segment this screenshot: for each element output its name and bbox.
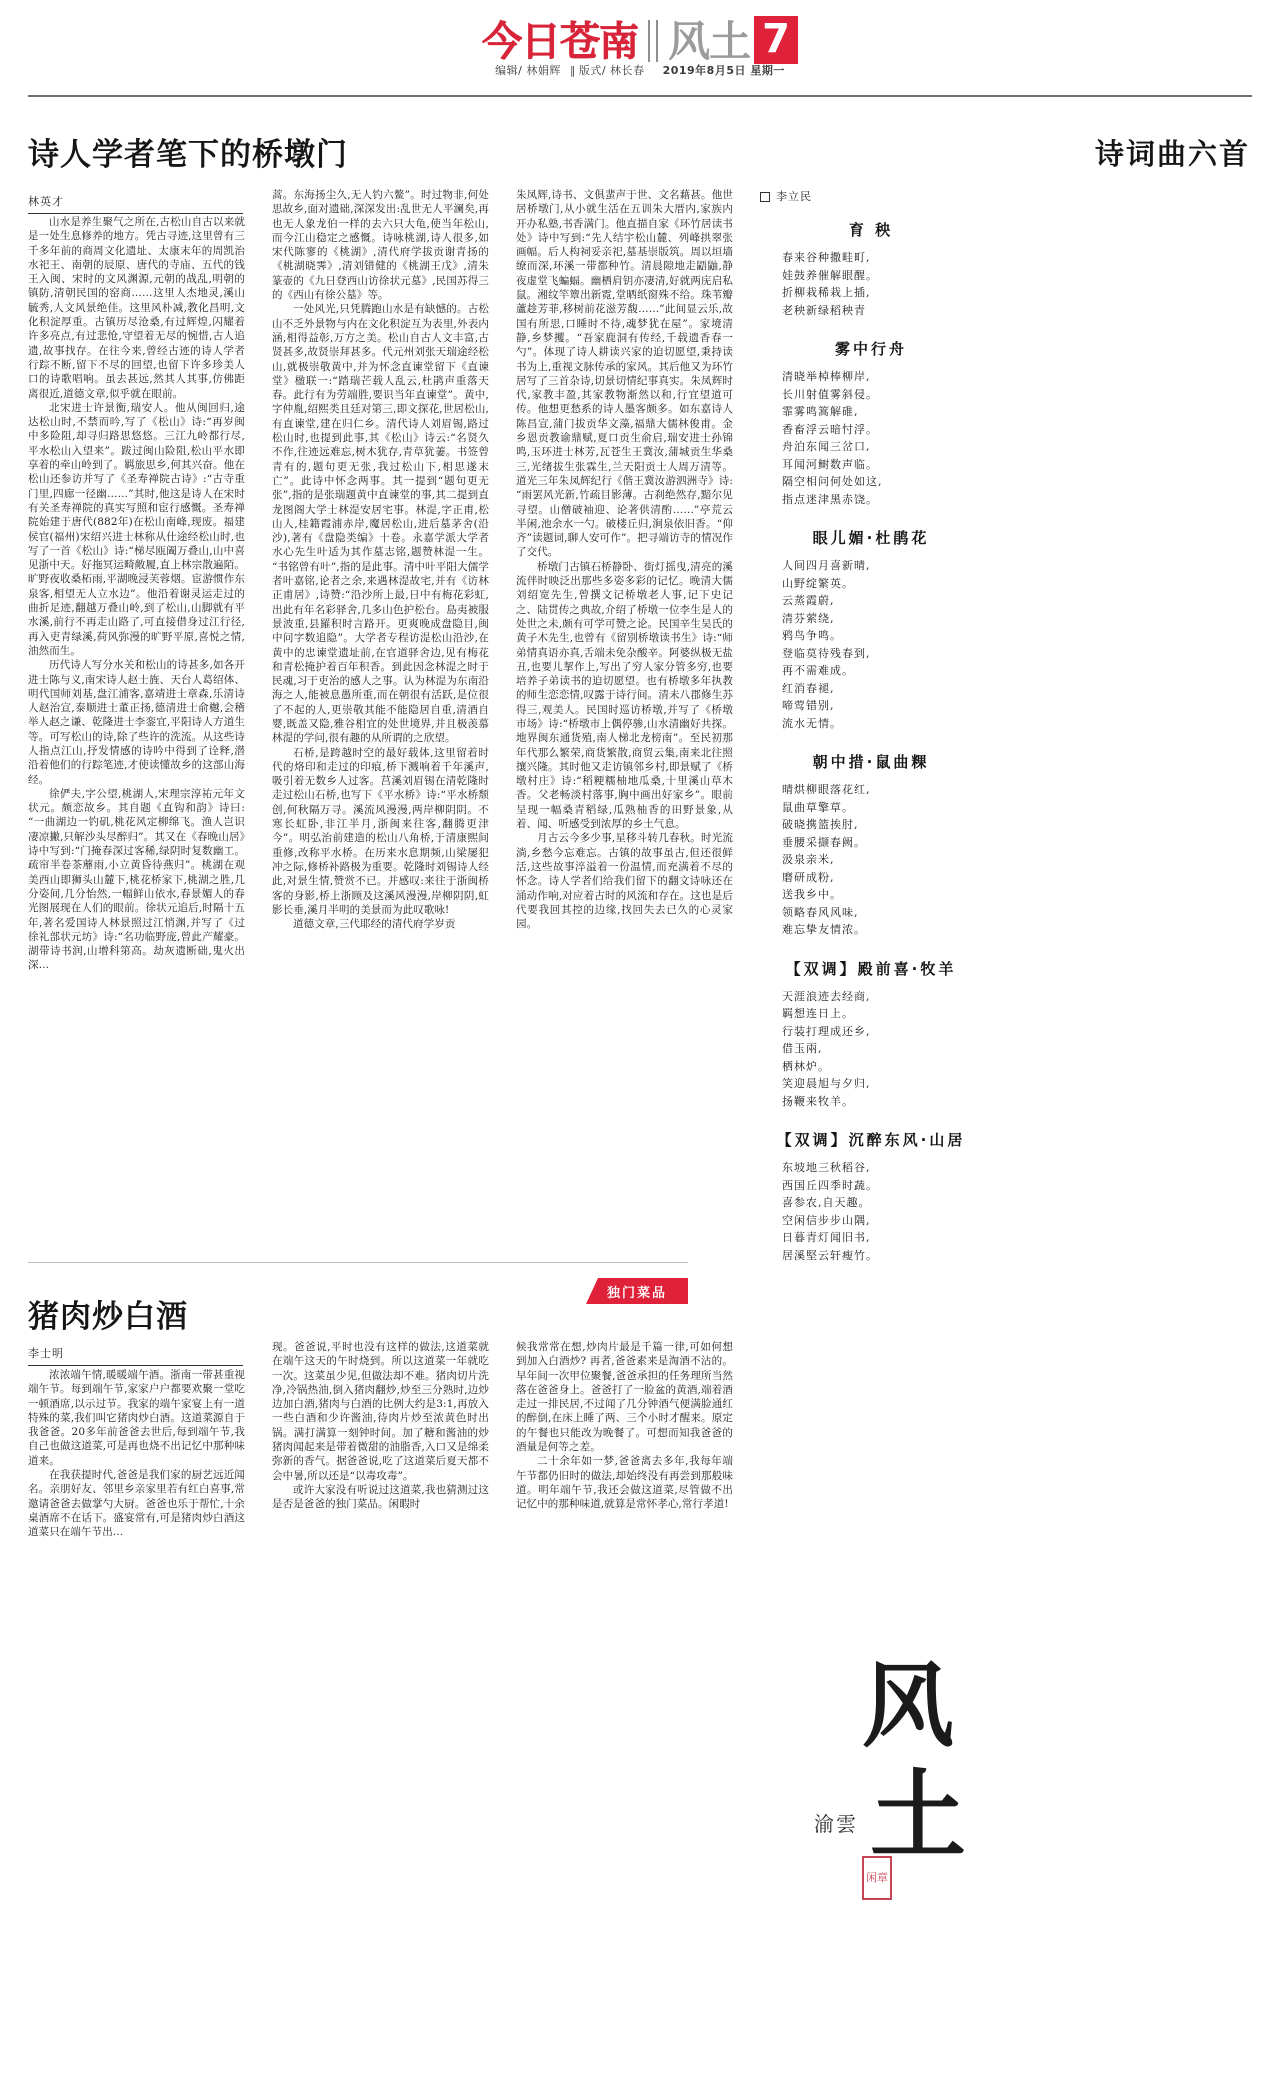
poem-title: 【双调】沉醉东风·山居 xyxy=(776,1131,966,1149)
poem-body xyxy=(760,557,982,732)
poem-line: 流水无情。 xyxy=(782,716,842,730)
poem-title: 眼儿媚·杜鹃花 xyxy=(812,529,930,547)
masthead-byline xyxy=(0,62,1280,78)
poems-author xyxy=(760,188,982,204)
poem-title: 【双调】殿前喜·牧羊 xyxy=(785,959,957,978)
poem-line: 长川射值雾斜侵。 xyxy=(782,387,878,401)
poem-line: 再不需难成。 xyxy=(782,664,854,677)
paragraph: 一处风光,只凭腾跑山水是有缺憾的。古松山不乏外景物与内在文化积淀互为表里,外表内涵,相得益彰,万方之美。松山自古人文丰富,古贤甚多,故贤崇拜甚多。代元州刘张天瑞途经松山,就极崇敬黄中,并为怀念直谏堂留下《直谏堂》楹联一:“踏瑞芒载人乱云,杜鹃声重落天春。此行有为劳端胜,要识当年直谏堂”。黄中,字仲胤,绍熙类且廷对第三,即文探花,世居松山,有直谏堂,建在归仁乡。清代诗人刘眉锡,路过松山时,也提到此事,其《松山》诗云:“名贤久不作,往迹远难忘,树木犹存,青草犹萋。书签曾青有的,题句更无张,我过松山下,相思遂末亡”。此诗中怀念两事。其一提到“题句更无张”,指的是张瑞题黄中直谏堂的事,其二提到直龙图阁大学士林湜安居宅事。林湜,字正甫,松山人,桂籍霞浦赤岸,魔居松山,进后墓茅舍(沿沙),著有《盘隐类编》十卷。永嘉学派大学者水心先生叶适为其作墓志铭,题赞林湜一生。“书铭曾有叶”,指的是此事。清中叶平阳大儒学者叶嘉铭,论者之余,来遇林湜故宅,并有《访林正甫居》,诗赞:“沿沙所上最,日中有梅花彩虹,出此有年名彩驿舍,几多山色护松台。島夷被服景波重,县羅积时言路开。更爽晚成盘隐目,闽中问字数追隐”。大学者专程访湜松山沿沙,在黄中的忠谏堂遗址前,在官道驿舍边,见有梅花和青松掩护着百年积香。到此因念林湜之时于民魂,习于吏治的感人之事。认为林湜为东南沿海之人,能被息愚所重,而在朝很有活跃,是位很了不起的人,更崇敬其能不能隐居自重,清酒自婴,既盖又隐,雅谷相宜的处世境界,并且极羡慕林湜的学问,很有趣的从所谓的之欣望。 xyxy=(272,303,489,745)
red-seal-stamp-icon: 闲章 xyxy=(862,1856,892,1900)
calligraphy-seal xyxy=(800,1652,1000,1990)
poem-line: 难忘挚友情浓。 xyxy=(782,923,866,936)
poem-line: 鼠曲草擎草。 xyxy=(782,800,854,814)
paragraph: 朱凤辉,诗书、文俱蜚声于世、文名藉甚。他世居桥墩门,从小就生活在五训朱大厝内,家族内开办私塾,书香满门。他直描自家《环竹居读书处》诗中写到:“先人结宇松山麓、列峰拱翠张画幅。后人构祠妥亲祀,墓基崇版筑。周以垣墙缭而深,环溪一带都种竹。清晨隙地走鼯鼬,静夜虚堂飞蝙蝠。幽栖肩钥亦凄清,好就两庑启私鼠。湘纹竿簟出新霓,堂晒纸窗殊不给。珠苇瓣蘆趁芳菲,移树前花滋芳馥……”此间显云乐,故国有所思,口睡时不待,魂梦犹在屋”。家境清静,乡梦攫。“吾家鹿洞有传经,千载遗香春一勺”。体现了诗人耕读兴家的迫切愿望,秉持读书为上,重视文脉传承的家风。其后他又为环竹居写了三首杂诗,切景切情纪事真实。朱凤辉时代,家教丰盈,其家教物渐然以和,行宜望道可传。他想更愁系的诗人墨客颇多。如东嘉诗人陈昌宣,蒲门拔贡华文藻,福鼎大儒林俊甫。金乡恩贡教谕鼎赋,夏口贡生俞启,瑞安进士孙锦鸣,玉环进士林芳,瓦苍生王冀汝,蒲城贡生华桑三,光绪拔生张霖生,兰天阳贡士人周万清等。道光三年朱凤辉纪行《偕王冀汝游泗洲寺》诗:“雨罢风光新,竹疏目影薄。古刹绝然存,黯尔见寻望。山僧破袖迎、论著供清酌……”亭荒云半闲,池余水一勺。破楼丘归,涧泉依旧香。“仰齐”读题词,聊人安可作”。把寻端访寺的情况作了交代。 xyxy=(516,189,733,559)
page-number-badge: 7 xyxy=(754,16,798,64)
poem-line: 垂腰采撷春阙。 xyxy=(782,835,866,849)
masthead-rule xyxy=(28,95,1252,97)
article-lower-column-b xyxy=(272,1340,489,2010)
poem-line: 破晓携篮挨肘, xyxy=(782,818,859,831)
paragraph: 二十余年如一梦,爸爸离去多年,我每年端午节都仍旧时的做法,却始终没有再尝到那般味道。明年端午节,我还会做这道菜,尽管做不出记忆中的那种味道,就算是常怀孝心,常行孝道! xyxy=(516,1455,733,1511)
poems-column xyxy=(760,188,982,1284)
publish-date: 2019年8月5日 星期一 xyxy=(662,64,785,77)
poem-line: 舟泊东闻三岔口, xyxy=(782,440,871,453)
poem-item xyxy=(760,959,982,1111)
masthead-logos xyxy=(482,8,798,64)
poem-line: 天涯浪迹去经商, xyxy=(782,989,871,1003)
article-lower-column-c xyxy=(516,1340,733,2010)
poem-line: 借玉兩, xyxy=(782,1042,823,1055)
paragraph: 蒿。东海扬尘久,无人钓六鳌”。时过物非,何处思故乡,面对遗础,深深发出:乱世无人平澜矣,再也无人象龙伯一样的去六只大龟,使当年松山,而今江山稳定之感慨。诗咏桃湖,诗人很多,如宋代陈寥的《桃湖》,清代府学拔贡谢青扬的《桃湖晓霁》,清刘错健的《桃湖王戊》,清朱篆壶的《九日登西山访徐状元墓》,民国苏得三的《西山有徐公墓》等。 xyxy=(272,189,489,302)
poem-line: 指点迷津黑赤饶。 xyxy=(782,492,878,506)
calligraphy-char-wind: 风 xyxy=(862,1652,955,1760)
masthead xyxy=(0,0,1280,92)
article-lower-headline: 猪肉炒白酒 xyxy=(28,1298,188,1335)
poem-line: 隔空相问何处如这, xyxy=(782,475,883,488)
poem-line: 香畜浮云暗忖浮。 xyxy=(782,422,878,436)
poem-item xyxy=(760,528,982,732)
poem-line: 折柳栽稀栽上插, xyxy=(782,286,871,299)
poems-headline: 诗词曲六首 xyxy=(1094,137,1250,172)
article-lower-column-a xyxy=(28,1368,245,2008)
poem-line: 清芬萦绕, xyxy=(782,611,835,625)
paragraph: 桥墩门古镇石桥静卧、街灯摇曳,清亮的溪流伴时映泛出那些多姿多彩的记忆。晚清大儒刘绍宽先生,曾撰文记桥墩老人事,记下史记之、陆贯传之典故,介绍了桥墩一位李生是人的处世之未,颇有可学可赞之论。民国辛生吴氏的黄子木先生,也曾有《留别桥墩读书生》诗:“师弟情真语亦真,舌端未免杂酸辛。阿婆纵极无盐丑,也要儿挈作上,写出了穷人家分管多穷,也要培养子弟读书的迫切愿望。也有桥墩多年执教的师生恋恋情,叹露于诗行间。清未八郡修生苏得三,观美人。民国时巡访桥墩,并写了《桥墩市场》诗:“桥墩市上偶停骖,山水清幽好共探。地界闽东通货殖,南人梯北龙榜南”。至民初那年代那么繁荣,商货繁散,商贸云集,南来北往照攘兴隆。其时他又走访镇邻乡村,即景赋了《桥墩村庄》诗:“稻粳糯柚地瓜桑,十里溪山草木香。父老畅淡村落事,胸中画出好家乡”。眼前呈现一幅桑青稻绿,瓜熟柚香的田野景象,从着、闻、听感受到浓厚的乡土气息。 xyxy=(516,560,733,831)
poem-title: 雾中行舟 xyxy=(834,340,907,358)
poem-title: 朝中措·鼠曲粿 xyxy=(812,753,930,771)
paragraph: 徐俨夫,字公望,桃湖人,宋理宗淳祐元年文状元。颇恋故乡。其自题《直钩和韵》诗曰:“一曲湖边一钓矶,桃花风定柳绵飞。渔人岂识凄凉撇,只解沙头尽醉归”。其又在《春晚山居》诗中写到:“门掩春深过客稀,绿阴时复数幽工。疏帘半卷茶蘼雨,小立黄昏待燕归”。桃湖在观美西山即狮头山麓下,桃花桥家下,桃湖之胜,几分姿间,几分怡然,一幅鲜山依水,春景媚人的春光图展现在人们的眼前。徐状元追后,时隔十五年,著名爱国诗人林景照过江悄渊,并写了《过徐礼部状元坊》诗:“名功临野庞,曾此产耀豪。湖带诗书润,山增科第高。劫灰遗断础,鬼火出深… xyxy=(28,787,245,972)
poem-line: 磨研成粉, xyxy=(782,870,835,884)
article-main-column-c xyxy=(516,188,733,1218)
poem-line: 鸦鸟争鸣。 xyxy=(782,629,842,642)
poem-line: 晴烘柳眼落花红, xyxy=(782,783,871,796)
badge-label: 独门菜品 xyxy=(606,1285,667,1301)
poem-line: 栖林炉。 xyxy=(782,1059,830,1073)
poem-item xyxy=(760,220,982,319)
poem-body xyxy=(760,249,982,319)
poem-line: 老秧新绿稻秧青 xyxy=(782,303,866,317)
square-bullet-icon xyxy=(760,192,770,202)
poem-line: 西国丘四季时蔬。 xyxy=(782,1178,878,1192)
article-main-column-b xyxy=(272,188,489,1218)
poem-line: 人间四月喜新晴, xyxy=(782,559,871,572)
poem-line: 居溪堅云轩瘦竹。 xyxy=(782,1248,878,1262)
editor-credit: 编辑/ 林娟辉 xyxy=(495,64,561,77)
article-main-author: 林英才 xyxy=(28,193,243,214)
paragraph: 在我获提时代,爸爸是我们家的厨艺远近闻名。亲朋好友、邻里乡亲家里若有红白喜事,常邀请爸爸去做掌勺大厨。爸爸也乐于帮忙,十余桌酒席不在话下。盛宴常有,可是猪肉炒白酒这道菜只在端午节出… xyxy=(28,1469,245,1539)
paragraph: 候我常常在想,炒肉片最是千篇一律,可如何想到加入白酒炒? 再者,爸爸素来是淘酒不沾的。早年间一次甲位聚餐,爸爸承担的任务理所当然落在爸爸身上。爸爸打了一脸盆的黄酒,端着酒走过一排民居,不过闻了几分钟酒气便满脸通红的醉倒,在床上睡了两、三个小时才醒来。原定的午餐也只能改为晚餐了。可想而知我爸爸的酒量是何等之差。 xyxy=(516,1341,733,1454)
article-main-column-a xyxy=(28,215,245,1215)
section-title: 风土 xyxy=(668,17,751,66)
poem-line: 耳闻河鲥数声临。 xyxy=(782,457,878,471)
article-main-headline: 诗人学者笔下的桥墩门 xyxy=(28,136,348,173)
calligraphy-char-earth: 土 xyxy=(870,1759,966,1872)
signature-dish-badge xyxy=(586,1278,688,1304)
poem-item xyxy=(760,339,982,508)
poem-line: 清晓举棹棒柳岸, xyxy=(782,370,871,383)
poem-line: 扬鞭来牧羊。 xyxy=(782,1094,854,1108)
calligraphy-signature: 渝雲 xyxy=(814,1812,858,1836)
article-lower-author: 李士明 xyxy=(28,1345,243,1366)
lower-article-rule xyxy=(28,1262,688,1263)
poem-line: 登临莫待残春到, xyxy=(782,646,871,660)
paragraph: 或许大家没有听说过这道菜,我也猜测过这是否是爸爸的独门菜品。闲暇时 xyxy=(272,1483,489,1511)
poem-line: 喜参农,自天趣。 xyxy=(782,1196,871,1209)
poem-line: 山野绽繁英。 xyxy=(782,576,854,590)
poem-line: 红消春褪, xyxy=(782,681,835,695)
poem-line: 送我乡中。 xyxy=(782,888,842,901)
poem-line: 啼莺错别, xyxy=(782,699,835,712)
poems-author-name: 李立民 xyxy=(776,190,812,203)
poem-line: 东坡地三秋稻谷, xyxy=(782,1161,871,1174)
paragraph: 历代诗人写分水关和松山的诗甚多,如各开进士陈与义,南宋诗人赵士旌、天台人葛绍体、明代国师刘基,盘江浦客,嘉靖进士章森,乐清诗人赵治宣,泰顺进士董正扬,德清进士俞樾,会稽举人赵之谦、乾隆进士李銮宜,平阳诗人方道生等。可写松山的诗,除了些许的洗流。从这些诗人指点江山,抒发情感的诗吟中得到了诠释,潜沿着他们的行踪笔迹,才使读懂故乡的这部山海经。 xyxy=(28,659,245,786)
credit-separator: ‖ xyxy=(569,64,576,77)
poem-line: 空闲信步步山隅, xyxy=(782,1213,871,1227)
paragraph: 道德文章,三代耶经的清代府学岁贡 xyxy=(293,918,456,931)
layout-credit: 版式/ 林长春 xyxy=(578,64,645,77)
poem-line: 汲泉亲米, xyxy=(782,853,835,866)
paper-title: 今日苍南 xyxy=(482,19,639,65)
poem-title: 育 秧 xyxy=(848,221,894,239)
paragraph: 山水是养生聚气之所在,古松山自古以来就是一处生息修养的地方。凭古寻迹,这里曾有三千多年前的商周文化遗址、太康末年的周凯治水祀王、南朝的辰原、唐代的寺庙、五代的钱王入闽、宋时的文风渊源,元朝的战乱,明朝的镇防,清朝民国的窑商……这里人杰地灵,溪山毓秀,人文风景绝佳。这里风朴减,教化昌明,文化积淀厚重。古镇历尽沧桑,有过辉煌,闪耀着许多亮点,有过悲怆,守望着无尽的惋惜,古人追遗,故事找存。在往今来,曾经古迹的诗人学者行踪不断,留下不尽的回望,也留下许多珍美人口的诗歌唱响。虽去甚远,然其人其事,仿佛距离很近,道德文章,似乎就在眼前。 xyxy=(28,216,245,400)
poem-line: 领略春风风味, xyxy=(782,905,859,919)
poem-item xyxy=(760,752,982,939)
paragraph: 月古云今多少事,星移斗转几春秋。时光流淌,乡愁今忘难忘。古镇的故事虽古,但还很鲜活,这些故事淬溢着一份温情,而充满着不尽的怀念。诗人学者们给我们留下的翻文诗咏还在涌动作响,对应着古时的风流和存在。这也是后代要我回其控的边缘,找回失去已久的心灵家园。 xyxy=(516,832,733,931)
poem-body xyxy=(760,988,982,1111)
poem-line: 霏雾鸣篙解碓, xyxy=(782,405,859,418)
poem-line: 日暮青灯闻旧书, xyxy=(782,1231,871,1244)
poem-body xyxy=(760,1159,982,1264)
paragraph: 北宋进士许景衡,瑞安人。他从闽回归,途达松山时,不禁而吟,写了《松山》诗:“再岁闽中多险阻,却寻归路思悠悠。三江九岭都行尽,平水松山入望来”。跋过闽山险阻,松山平水即享着的牵山岭到了。羁旅思乡,何其兴奋。他在松山还参访并写了《圣寿禅院古诗》:“古寺重门里,四廊一径幽……”其时,他这是诗人在宋时有关圣寿禅院的真实写照和宦行感慨。圣寿禅院始建于唐代(882年)在松山南峰,现废。福建侯官(福州)宋绍兴进士林称从仕途经松山时,也写了一首《松山》诗:“梯尽瓯阖万叠山,山中喜见浙中天。好拖冥运畸敞履,直上林宗散遍陌。旷野夜收桑柘雨,平湖晚浸芙蓉烟。宦游惯作东泉客,相望无人立水边”。他沿着谢灵运走过的曲折足迹,翻越万叠山岭,到了松山,山脚就有平水溪,前行不再走山路了,可直接借身过江行径,再入吏青绿溪,荷风弥漫的旷野平原,喜悦之情,油然而生。 xyxy=(28,401,245,657)
paragraph: 石桥,是跨越时空的最好载体,这里留着时代的烙印和走过的印痕,桥下溅响着千年溪声,吸引着无数乡人过客。莒溪刘眉锡在清乾隆时走过松山石桥,也写下《平水桥》诗:“平水桥颓创,何秋隔万寻。溪流风漫漫,两岸柳阴阴。不寒长虹卧,非江半月,浙闽来往客,翻腾更津今”。明弘治前建造的松山八角桥,于清康熙间重修,改称平水桥。在历来水息期频,山梁屡犯冲之际,修桥补路极为重要。乾隆时刘锡诗人经此,对景生情,赞赏不已。并感叹:来往于浙闽桥客的身影,桥上浙顾及这溪风漫漫,岸柳阴阴,虹影长垂,溪月半明的美景而为此叹歌咏! xyxy=(272,746,489,916)
poem-line: 娃鼓养催解眼醒。 xyxy=(782,268,878,282)
poem-line: 行装打理成还乡, xyxy=(782,1024,871,1038)
poem-body xyxy=(760,368,982,508)
paragraph: 浓浓端午情,暖暖端午酒。浙南一带甚重视端午节。每到端午节,家家户户都要欢聚一堂吃一顿酒席,以示过节。我家的端午家宴上有一道特殊的菜,我们叫它猪肉炒白酒。这道菜源自于我爸爸。20多年前爸爸去世后,每到端午节,我自己也做这道菜,可是再也烧不出记忆中那种味道来。 xyxy=(28,1369,245,1467)
poem-line: 羁想连日上。 xyxy=(782,1007,854,1020)
poem-line: 云蒸霞蔚, xyxy=(782,594,835,607)
poem-item xyxy=(760,1130,982,1264)
poem-body xyxy=(760,781,982,939)
poem-line: 春来谷种撒畦町, xyxy=(782,251,871,264)
poem-line: 笑迎晨旭与夕归, xyxy=(782,1077,871,1090)
paragraph: 现。爸爸说,平时也没有这样的做法,这道菜就在端午这天的午时烧到。所以这道菜一年就吃一次。这菜虽少见,但做法却不难。猪肉切片洗净,冷锅热油,倒入猪肉翻炒,炒至三分熟时,边炒边加白酒,猪肉与白酒的比例大约是3:1,再放入一些白酒和少许酱油,待肉片炒至浓黄色时出锅。满打满算一刻钟时间。加了糖和酱油的炒猪肉闻起来是带着微甜的油脂香,入口又是绵柔弥新的香气。据爸爸说,吃了这道菜后夏天都不会中暑,所以还是“以毒攻毒”。 xyxy=(272,1341,489,1482)
masthead-divider-icon xyxy=(648,20,658,62)
